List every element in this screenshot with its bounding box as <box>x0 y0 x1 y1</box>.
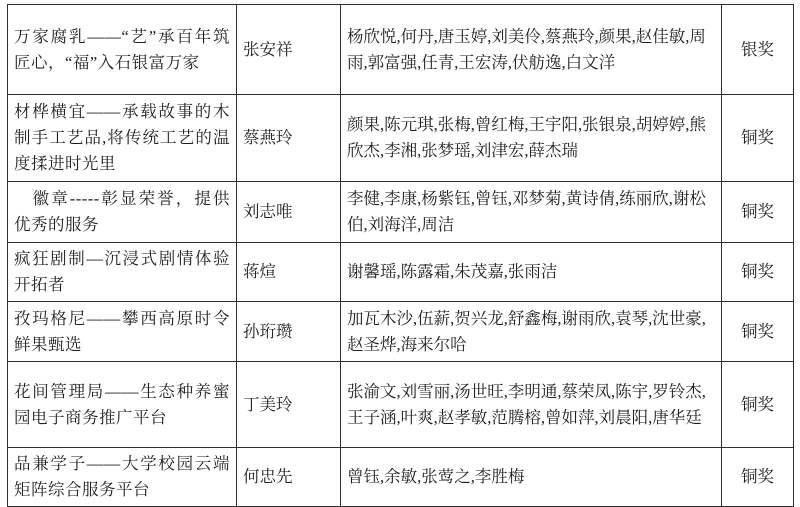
award-cell: 铜奖 <box>722 243 794 302</box>
table-row <box>8 362 794 448</box>
table-row <box>8 302 794 362</box>
members-cell: 杨欣悦,何丹,唐玉婷,刘美伶,蔡燕玲,颜果,赵佳敏,周雨,郭富强,任青,王宏涛,伏舫逸,白文洋 <box>341 5 722 95</box>
members-cell: 加瓦木沙,伍薪,贺兴龙,舒鑫梅,谢雨欣,袁琴,沈世豪,赵圣烨,海来尔哈 <box>341 302 722 362</box>
project-cell: 疯狂剧制—沉浸式剧情体验开拓者 <box>8 243 237 302</box>
table-row <box>8 243 794 302</box>
project-cell: 花间管理局——生态种养蜜园电子商务推广平台 <box>8 362 237 448</box>
project-cell: 徽章-----彰显荣誉，提供优秀的服务 <box>8 182 237 243</box>
table-row <box>8 95 794 182</box>
advisor-cell: 张安祥 <box>237 5 341 95</box>
project-cell: 材桦横宜——承载故事的木制手工艺品,将传统工艺的温度揉进时光里 <box>8 95 237 182</box>
table-row <box>8 5 794 95</box>
project-cell: 万家腐乳——“艺”承百年筑匠心，“福”入石银富万家 <box>8 5 237 95</box>
advisor-cell: 孙珩瓒 <box>237 302 341 362</box>
advisor-cell: 丁美玲 <box>237 362 341 448</box>
award-cell: 铜奖 <box>722 302 794 362</box>
table-row <box>8 182 794 243</box>
advisor-cell: 蔡燕玲 <box>237 95 341 182</box>
members-cell: 颜果,陈元琪,张梅,曾红梅,王宇阳,张银泉,胡婷婷,熊欣杰,李湘,张梦瑶,刘津宏,薛杰瑞 <box>341 95 722 182</box>
members-cell: 张渝文,刘雪丽,汤世旺,李明通,蔡荣凤,陈宇,罗铃杰,王子涵,叶爽,赵孝敏,范腾榕,曾如萍,刘晨阳,唐华廷 <box>341 362 722 448</box>
members-cell: 李健,李康,杨紫钰,曾钰,邓梦菊,黄诗倩,练丽欣,谢松伯,刘海洋,周洁 <box>341 182 722 243</box>
award-cell: 银奖 <box>722 5 794 95</box>
award-cell: 铜奖 <box>722 95 794 182</box>
advisor-cell: 何忠先 <box>237 448 341 507</box>
table-row <box>8 448 794 507</box>
members-cell: 谢馨瑶,陈露霜,朱茂嘉,张雨洁 <box>341 243 722 302</box>
award-cell: 铜奖 <box>722 448 794 507</box>
awards-table <box>7 4 794 507</box>
advisor-cell: 刘志唯 <box>237 182 341 243</box>
award-cell: 铜奖 <box>722 182 794 243</box>
project-cell: 品兼学子——大学校园云端矩阵综合服务平台 <box>8 448 237 507</box>
advisor-cell: 蒋煊 <box>237 243 341 302</box>
members-cell: 曾钰,余敏,张莺之,李胜梅 <box>341 448 722 507</box>
award-cell: 铜奖 <box>722 362 794 448</box>
project-cell: 孜玛格尼——攀西高原时令鲜果甄选 <box>8 302 237 362</box>
